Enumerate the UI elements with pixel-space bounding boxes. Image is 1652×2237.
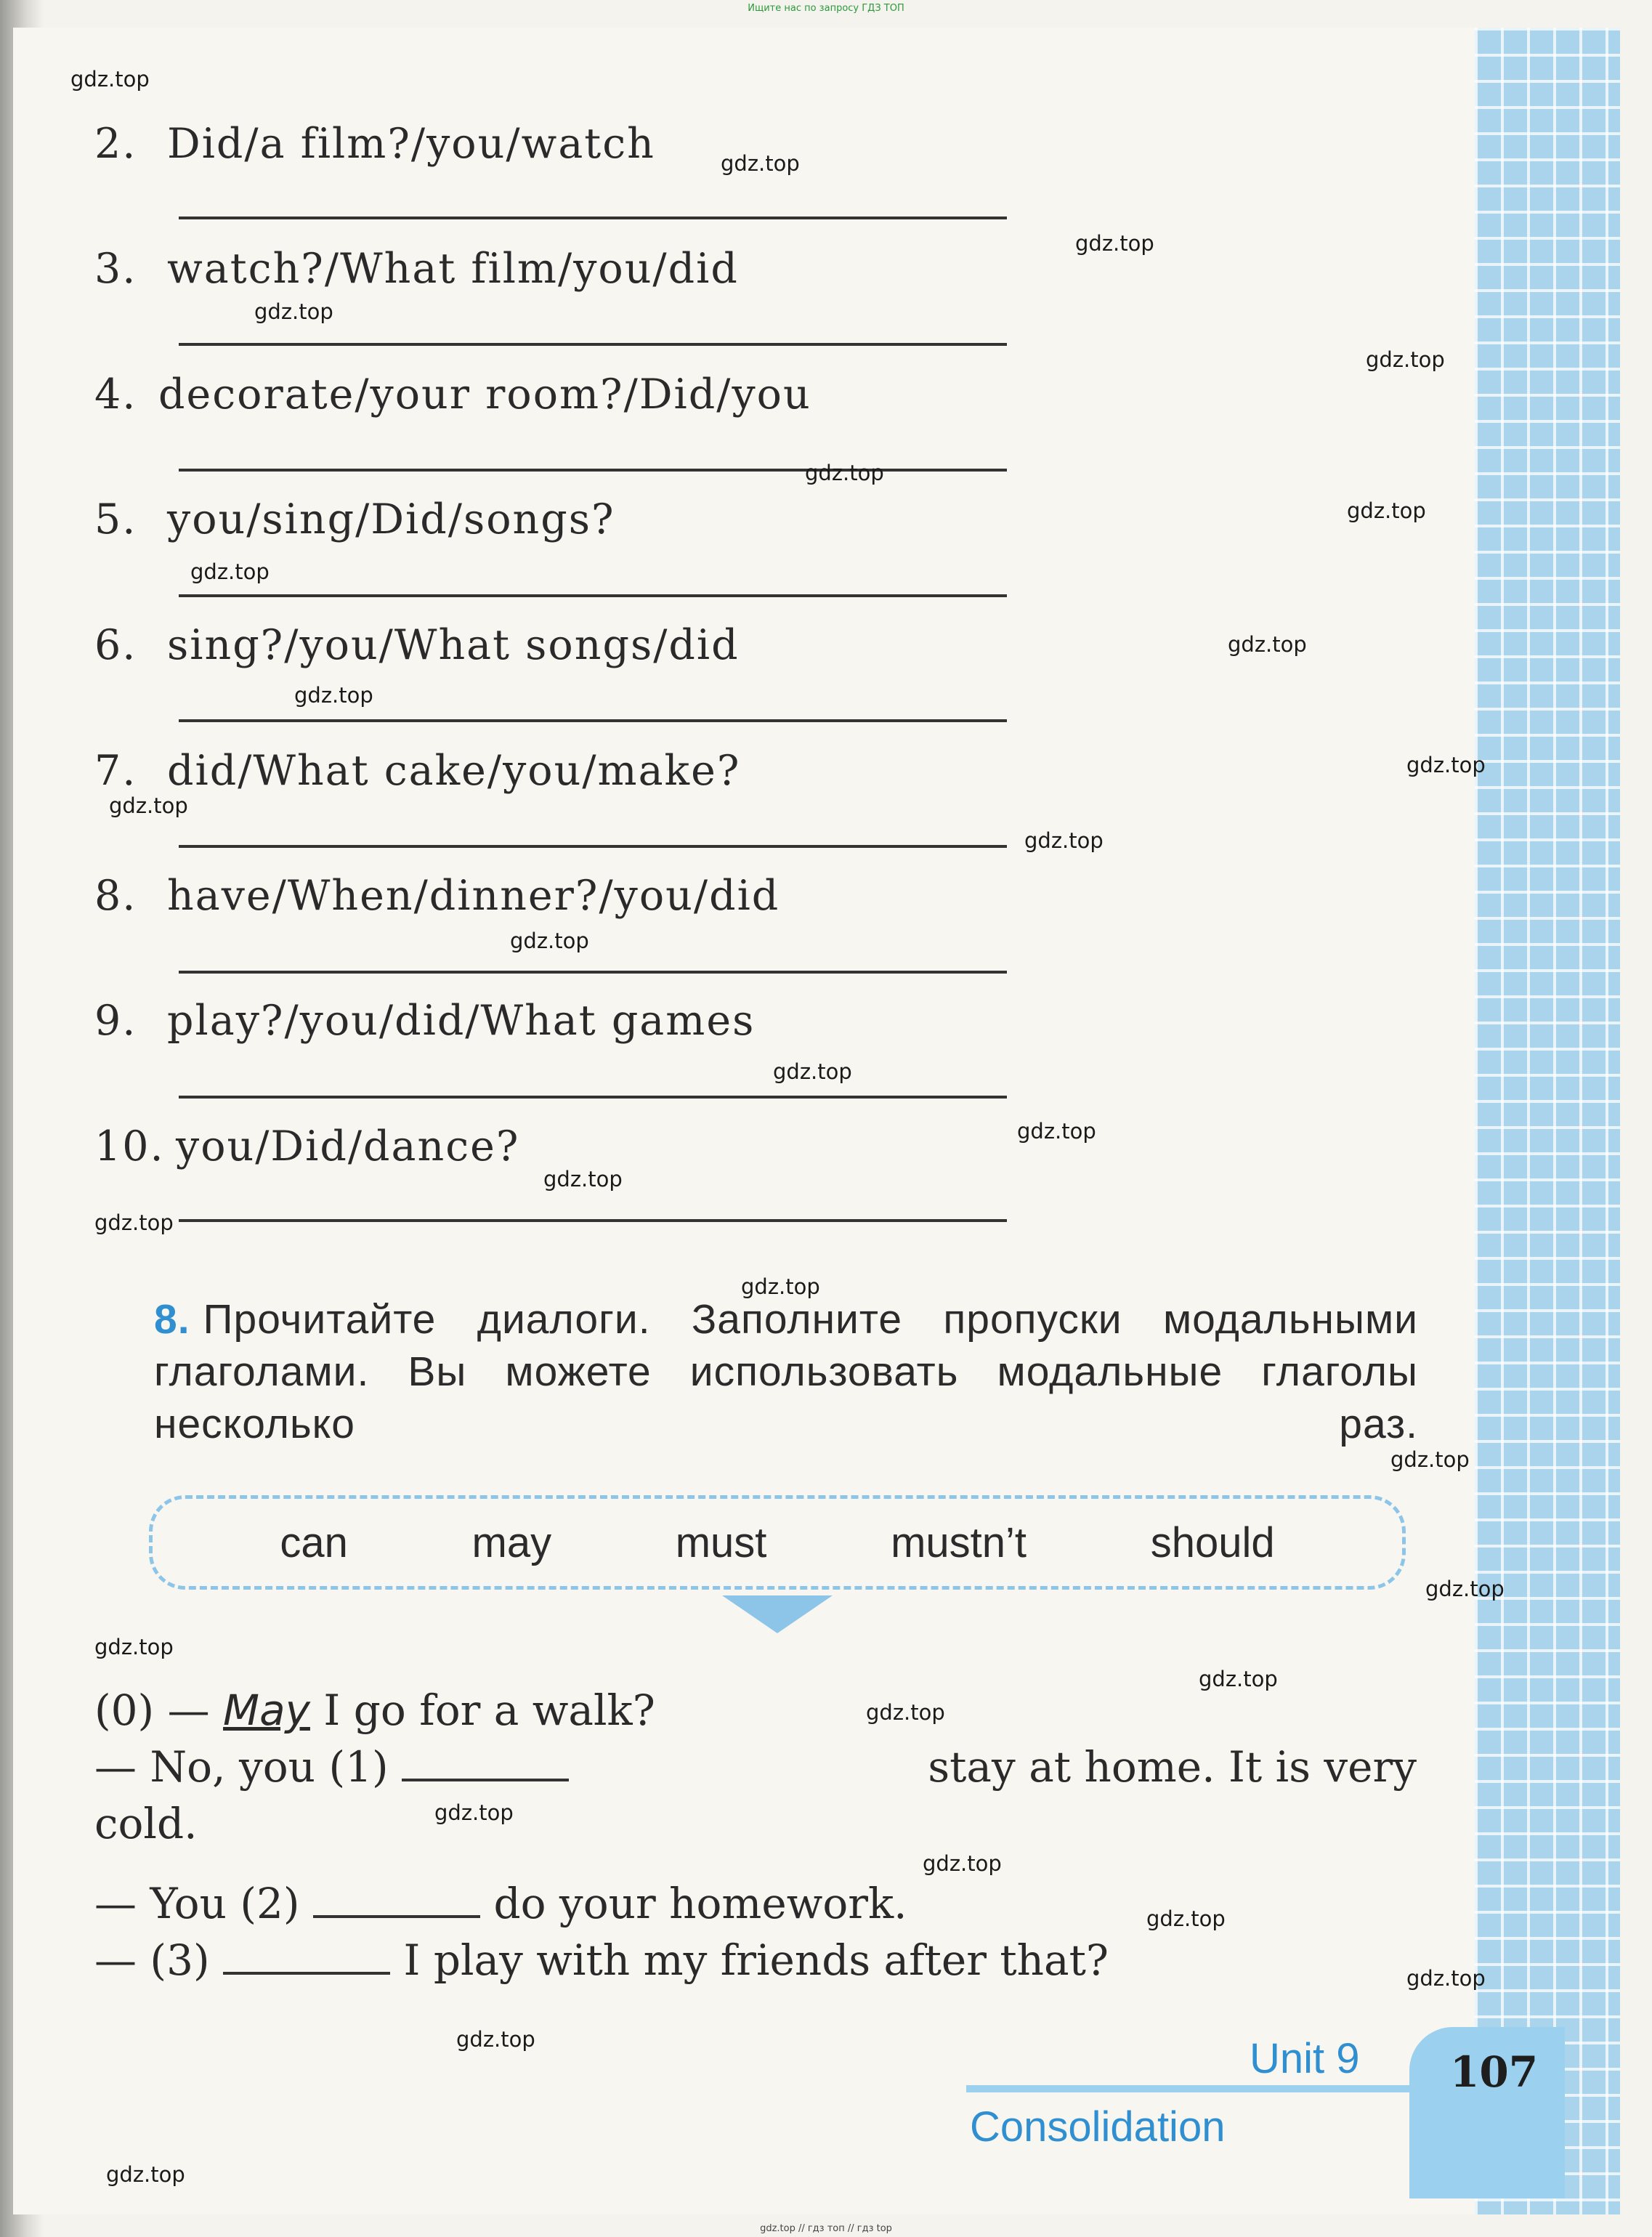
bottom-note: gdz.top // гдз топ // гдз top (760, 2223, 892, 2234)
dialogue-text: do your homework. (493, 1879, 907, 1928)
unit-label: Unit 9 (1250, 2035, 1360, 2082)
answer-line-8[interactable] (179, 971, 1007, 974)
watermark: gdz.top (1406, 1966, 1486, 1991)
exercise-number: 4. (94, 371, 137, 418)
dialogue-prefix: — You (2) (94, 1879, 300, 1928)
dialogue-line-1b (94, 1799, 198, 1848)
word-should: should (1150, 1518, 1275, 1566)
blank-1[interactable] (402, 1778, 569, 1781)
dialogue-line-2 (94, 1879, 907, 1928)
watermark: gdz.top (106, 2162, 185, 2187)
exercise-number: 5. (94, 495, 137, 543)
dialogue-prefix: — (3) (94, 1935, 210, 1985)
answer-line-3[interactable] (179, 343, 1007, 346)
dialogue-text: stay at home. It is very (928, 1742, 1417, 1792)
exercise-number: 10. (94, 1122, 165, 1170)
word-mustnt: mustn’t (891, 1518, 1027, 1566)
watermark: gdz.top (1024, 828, 1104, 853)
exercise-4 (94, 371, 1039, 418)
exercise-2 (94, 120, 1039, 168)
footer-bar (966, 2085, 1431, 2092)
watermark: gdz.top (109, 793, 188, 818)
watermark: gdz.top (294, 683, 373, 708)
exercise-number: 2. (94, 120, 137, 168)
watermark: gdz.top (866, 1700, 945, 1725)
exercise-6 (94, 621, 1039, 669)
watermark: gdz.top (70, 67, 150, 92)
watermark: gdz.top (1075, 231, 1154, 256)
word-must: must (675, 1518, 767, 1566)
page-number: 107 (1450, 2047, 1539, 2097)
dialogue-line-3 (94, 1935, 1109, 1985)
dialogue-line-1 (94, 1742, 1417, 1792)
exercise-prompt: Did/a film?/you/watch (167, 120, 655, 168)
task-text: Прочитайте диалоги. Заполните пропуски модальными глаголами. Вы можете использовать модальные глаголы несколько раз. (154, 1296, 1418, 1447)
exercise-prompt: play?/you/did/What games (167, 997, 756, 1045)
exercise-number: 7. (94, 747, 137, 795)
answer-line-9[interactable] (179, 1096, 1007, 1099)
watermark: gdz.top (543, 1167, 623, 1192)
example-answer: May (223, 1686, 310, 1735)
exercise-prompt: decorate/your room?/Did/you (158, 371, 811, 418)
answer-line-7[interactable] (179, 845, 1007, 848)
down-arrow-icon (722, 1595, 833, 1633)
exercise-number: 3. (94, 245, 137, 293)
modal-verbs-box (149, 1495, 1406, 1590)
watermark: gdz.top (94, 1210, 174, 1235)
watermark: gdz.top (1390, 1447, 1470, 1472)
exercise-prompt: sing?/you/What songs/did (167, 621, 740, 669)
watermark: gdz.top (1425, 1577, 1505, 1601)
task-8-instruction (154, 1293, 1418, 1450)
watermark: gdz.top (1146, 1906, 1226, 1931)
exercise-prompt: you/Did/dance? (176, 1122, 520, 1170)
watermark: gdz.top (1347, 498, 1426, 523)
task-number: 8. (154, 1296, 190, 1343)
watermark: gdz.top (741, 1274, 820, 1299)
decorative-grid-strip (1475, 28, 1620, 2214)
dialogue-text: I go for a walk? (323, 1686, 655, 1735)
answer-line-10[interactable] (179, 1219, 1007, 1222)
dialogue-text: cold. (94, 1799, 198, 1848)
section-label: Consolidation (970, 2103, 1226, 2151)
dialogue-line-0 (94, 1686, 655, 1735)
answer-line-6[interactable] (179, 719, 1007, 722)
exercise-number: 6. (94, 621, 137, 669)
exercise-3 (94, 245, 1039, 293)
word-may: may (471, 1518, 552, 1566)
watermark: gdz.top (773, 1059, 852, 1084)
watermark: gdz.top (1199, 1667, 1278, 1691)
watermark: gdz.top (456, 2027, 535, 2052)
answer-line-5[interactable] (179, 594, 1007, 597)
watermark: gdz.top (434, 1800, 514, 1825)
watermark: gdz.top (923, 1851, 1002, 1876)
exercise-number: 9. (94, 997, 137, 1045)
watermark: gdz.top (94, 1635, 174, 1659)
exercise-7 (94, 747, 1039, 795)
dialogue-prefix: (0) — (94, 1686, 210, 1735)
answer-line-2[interactable] (179, 217, 1007, 219)
watermark: gdz.top (254, 299, 333, 324)
watermark: gdz.top (190, 559, 270, 584)
watermark: gdz.top (721, 151, 800, 176)
blank-3[interactable] (223, 1971, 390, 1975)
exercise-5 (94, 495, 1039, 543)
exercise-10 (94, 1122, 1039, 1170)
exercise-prompt: watch?/What film/you/did (167, 245, 739, 293)
exercise-8 (94, 872, 1039, 920)
watermark: gdz.top (1228, 632, 1307, 657)
watermark: gdz.top (510, 929, 589, 953)
blank-2[interactable] (313, 1914, 480, 1918)
exercise-prompt: you/sing/Did/songs? (167, 495, 615, 543)
dialogue-text: I play with my friends after that? (403, 1935, 1109, 1985)
exercise-9 (94, 997, 1039, 1045)
top-note: Ищите нас по запросу ГДЗ ТОП (748, 3, 904, 14)
watermark: gdz.top (1017, 1119, 1096, 1144)
watermark: gdz.top (1406, 753, 1486, 777)
watermark: gdz.top (805, 461, 884, 485)
watermark: gdz.top (1366, 347, 1445, 372)
exercise-prompt: did/What cake/you/make? (167, 747, 741, 795)
word-can: can (280, 1518, 348, 1566)
dialogue-prefix: — No, you (1) (94, 1742, 389, 1792)
exercise-number: 8. (94, 872, 137, 920)
exercise-prompt: have/When/dinner?/you/did (167, 872, 780, 920)
